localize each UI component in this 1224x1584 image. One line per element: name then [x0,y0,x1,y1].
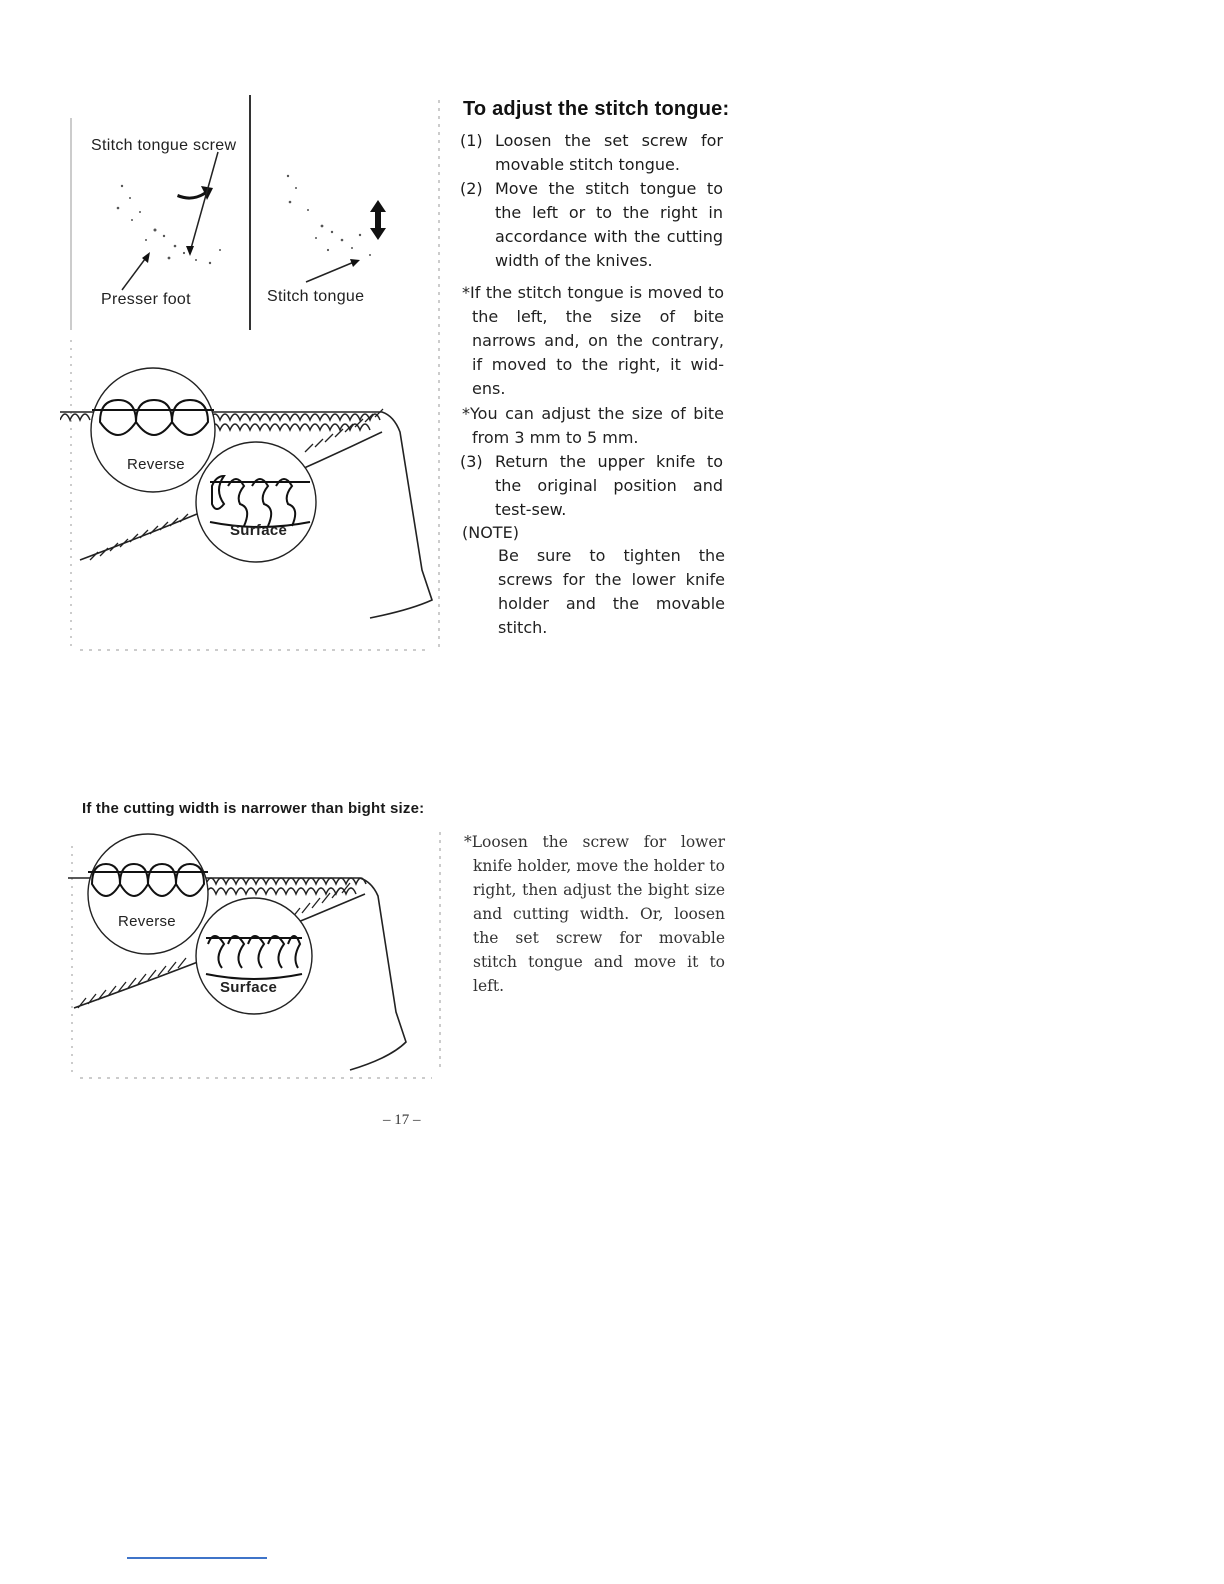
narrow-cutting-instructions: *Loosen the screw for lower knife holder, move the holder to right, then adjust the bight size and cutting width. Or, loosen the set screw for movable stitch tongue and move it to left. [464,833,725,995]
section-heading: To adjust the stitch tongue: [463,98,730,120]
figure-frame [71,95,439,650]
step-number: (1) [460,131,483,150]
step-1 [460,129,725,179]
label-stitch-tongue: Stitch tongue [267,288,365,305]
note-heading: (NOTE) [462,523,519,542]
reverse-magnifier-circle [88,834,208,954]
surface-magnifier-circle [196,442,316,562]
label-surface: Surface [220,979,278,996]
step-2 [460,177,725,275]
note-body: Be sure to tighten the screws for the lower knife holder and the movable stitch. [498,546,725,637]
step-number: (2) [460,179,483,198]
label-reverse: Reverse [118,913,176,930]
narrow-cutting-subheading: If the cutting width is narrower than bight size: [82,800,425,817]
step-3 [460,450,725,524]
page-number: – 17 – [383,1112,421,1128]
reverse-magnifier-circle [91,368,215,492]
step-text: Return the upper knife to the original position and test-sew. [495,452,723,519]
narrow-cutting-diagram [60,826,450,1082]
foot-leader-line [122,255,148,290]
top-seam-stitches [206,878,366,894]
stitch-tongue-sketch [287,175,371,256]
note-bite-range: *You can adjust the size of bite from 3 mm to 5 mm. [462,404,724,447]
stitch-tongue-diagram [60,90,450,660]
note-bite-direction: *If the stitch tongue is moved to the left, the size of bite narrows and, on the contrary, if moved to the right, it wid- ens. [462,283,724,398]
label-surface: Surface [230,522,288,539]
screw-leader-arrow-icon [186,246,194,256]
tongue-leader-line [306,262,354,282]
screw-leader-line [190,152,218,252]
step-text: Loosen the set screw for movable stitch tongue. [495,131,723,174]
move-arrow-icon [370,200,386,240]
label-stitch-tongue-screw: Stitch tongue screw [91,137,237,154]
label-presser-foot: Presser foot [101,291,191,308]
label-reverse: Reverse [127,456,185,473]
step-number: (3) [460,452,483,471]
step-text: Move the stitch tongue to the left or to the right in accordance with the cutting width of the knives. [495,179,723,270]
footer-divider [127,1557,267,1559]
tongue-leader-arrow-icon [350,259,360,267]
